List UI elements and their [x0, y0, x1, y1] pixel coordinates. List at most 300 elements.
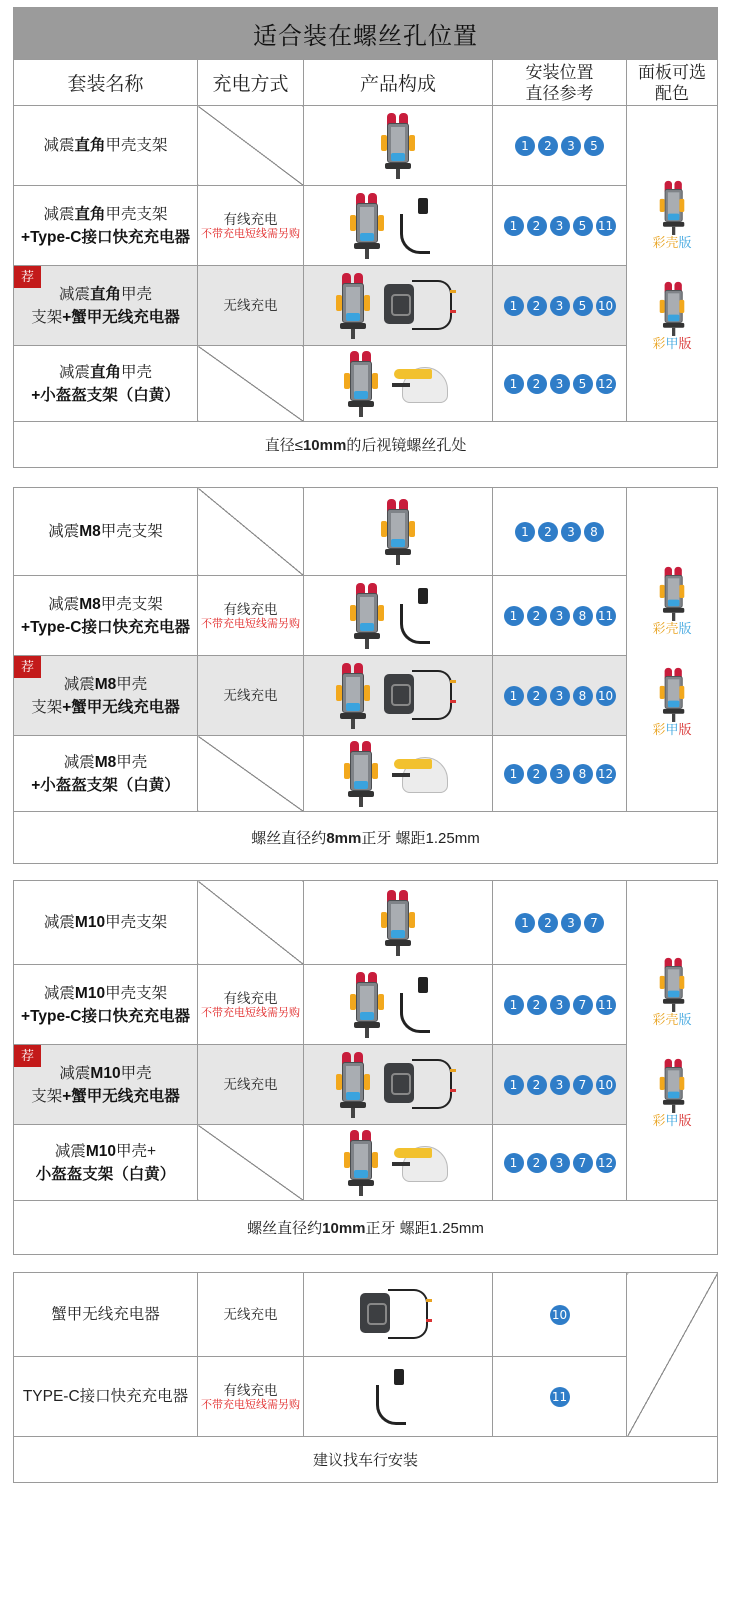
install-positions	[493, 656, 627, 736]
kit-name-suffix: 甲壳支架	[105, 984, 168, 1002]
wireless-charger-icon	[384, 666, 460, 726]
kit-name-model: 直角	[89, 285, 121, 303]
product-images	[304, 193, 492, 259]
kit-name-line2	[14, 774, 197, 797]
kit-name-model: M8	[94, 675, 117, 693]
position-number-badge: 3	[550, 686, 570, 706]
panel-color-options	[627, 881, 718, 1201]
footer-prefix: 螺丝直径约	[251, 830, 327, 847]
kit-name-model: M10	[74, 984, 106, 1002]
position-number-badge: 2	[538, 522, 558, 542]
charge-method	[198, 106, 304, 186]
kit-name-line1	[14, 203, 197, 226]
position-number-badge: 2	[527, 374, 547, 394]
kit-name-line2	[14, 1163, 197, 1186]
kit-name-prefix: 减震	[58, 363, 90, 381]
position-numbers	[493, 913, 626, 933]
position-number-badge: 2	[527, 216, 547, 236]
phone-holder-icon	[660, 1058, 685, 1102]
kit-name-suffix: 甲壳支架	[105, 914, 168, 931]
panel-shell-char-2: 壳	[665, 620, 679, 636]
position-number-badge: 3	[550, 374, 570, 394]
panel-color-options	[627, 488, 718, 812]
kit-name-prefix: 减震	[63, 753, 95, 771]
kit-name-suffix: 甲壳	[116, 753, 148, 771]
kit-name-line2-bold: +蟹甲无线充电器	[62, 1087, 180, 1105]
charge-type: 有线充电	[223, 211, 278, 227]
footer-suffix: 的后视镜螺丝孔处	[346, 437, 467, 454]
position-number-badge: 2	[527, 296, 547, 316]
position-number-badge: 2	[527, 686, 547, 706]
panel-armor-char-2: 甲	[665, 335, 679, 351]
kit-name-line1	[14, 911, 197, 934]
install-positions	[493, 1045, 627, 1125]
kit-row	[14, 656, 718, 736]
position-number-badge: 10	[596, 296, 616, 316]
product-images	[304, 1285, 492, 1345]
footer-bold: 8mm	[326, 830, 362, 847]
kit-name-suffix: 甲壳支架	[105, 205, 168, 223]
footer-suffix: 正牙 螺距1.25mm	[361, 830, 480, 847]
kit-name-prefix: 减震	[43, 205, 75, 223]
kit-name	[14, 488, 198, 576]
kit-name-model: 直角	[89, 363, 121, 381]
position-number-badge: 12	[596, 1153, 616, 1173]
kit-row	[14, 736, 718, 812]
panel-shell-char-1: 彩	[652, 1011, 666, 1027]
position-number-badge: 1	[504, 995, 524, 1015]
position-number-badge: 1	[515, 913, 535, 933]
product-images	[304, 741, 492, 807]
panel-armor-char-1: 彩	[652, 335, 666, 351]
kit-name-line2	[14, 1085, 197, 1108]
position-number-badge: 2	[527, 995, 547, 1015]
install-positions	[493, 488, 627, 576]
charge-method	[198, 881, 304, 965]
footer-prefix: 螺丝直径约	[247, 1220, 323, 1237]
panel-armor-version	[627, 277, 717, 352]
product-composition	[304, 656, 493, 736]
charge-type: 有线充电	[223, 1382, 278, 1398]
panel-shell-version	[627, 176, 717, 251]
panel-shell-char-3: 版	[678, 1011, 692, 1027]
product-images	[304, 890, 492, 956]
header-panel-line2: 配色	[655, 83, 690, 103]
header-position-line1: 安装位置	[525, 62, 594, 82]
product-images	[304, 583, 492, 649]
recommend-tag: 荐	[14, 266, 41, 288]
position-numbers	[493, 686, 626, 706]
kit-name-prefix: 减震	[54, 1142, 86, 1160]
kit-name-suffix: 甲壳支架	[100, 595, 163, 613]
kit-name-model: 直角	[74, 137, 106, 154]
product-composition	[304, 1357, 493, 1437]
charge-method	[198, 736, 304, 812]
kit-name-model: M10	[90, 1064, 121, 1082]
helmet-mount-icon	[392, 1140, 452, 1186]
kit-name-prefix: 减震	[59, 1064, 91, 1082]
product-composition	[304, 881, 493, 965]
kit-name-line2-bold: 小盔盔支架（白黄）	[35, 1165, 176, 1183]
charge-method	[198, 1273, 304, 1357]
phone-holder-icon	[660, 281, 685, 325]
position-number-badge: 3	[561, 522, 581, 542]
position-number-badge: 2	[527, 764, 547, 784]
kit-name-line2-prefix: 支架	[31, 1087, 63, 1105]
phone-holder-icon	[350, 193, 384, 259]
kit-row	[14, 1125, 718, 1201]
product-composition	[304, 488, 493, 576]
section-footer-row	[14, 1201, 718, 1255]
phone-holder-icon	[660, 566, 685, 610]
position-number-badge: 1	[504, 296, 524, 316]
charge-method	[198, 965, 304, 1045]
position-number-badge: 3	[550, 995, 570, 1015]
position-number-badge: 3	[550, 216, 570, 236]
footer-bold: 10mm	[322, 1220, 366, 1237]
charge-warning: 不带充电短线需另购	[201, 1398, 300, 1411]
panel-armor-char-1: 彩	[652, 721, 666, 737]
header-product: 产品构成	[304, 60, 493, 106]
kit-name-model: 直角	[74, 205, 106, 223]
kit-name-line1	[14, 673, 197, 696]
kit-name	[14, 186, 198, 266]
panel-armor-version	[627, 663, 717, 738]
position-number-badge: 10	[596, 1075, 616, 1095]
charge-warning: 不带充电短线需另购	[201, 617, 300, 630]
kit-name-suffix: 甲壳+	[116, 1142, 157, 1160]
position-numbers	[493, 296, 626, 316]
position-number-badge: 2	[527, 606, 547, 626]
position-number-badge: 3	[550, 1075, 570, 1095]
kit-name-model: M8	[79, 523, 101, 540]
kit-name	[14, 736, 198, 812]
kit-name-line2	[14, 696, 197, 719]
phone-holder-icon	[336, 273, 370, 339]
panel-color-options	[627, 106, 718, 422]
position-numbers	[493, 1305, 626, 1325]
phone-holder-icon	[660, 957, 685, 1001]
charge-warning: 不带充电短线需另购	[201, 227, 300, 240]
kit-name-model: M8	[79, 595, 101, 613]
install-positions	[493, 736, 627, 812]
section-2-table	[13, 487, 718, 864]
position-number-badge: 11	[596, 216, 616, 236]
accessory-row	[14, 1273, 718, 1357]
kit-name-line2	[14, 226, 197, 249]
helmet-mount-icon	[392, 361, 452, 407]
kit-name-line2-prefix: 支架	[31, 308, 63, 326]
position-number-badge: 11	[596, 995, 616, 1015]
kit-name-line1	[14, 751, 197, 774]
charge-method	[198, 1045, 304, 1125]
kit-name-line1	[14, 593, 197, 616]
product-images	[304, 663, 492, 729]
accessories-table	[13, 1272, 718, 1483]
kit-name	[14, 266, 198, 346]
section-footer-row	[14, 1437, 718, 1483]
header-panel	[627, 60, 718, 106]
accessory-row	[14, 1357, 718, 1437]
position-number-badge: 7	[573, 995, 593, 1015]
product-images	[304, 972, 492, 1038]
section-footer	[14, 422, 718, 468]
position-number-badge: 1	[504, 216, 524, 236]
product-images	[304, 113, 492, 179]
kit-name-suffix: 甲壳	[120, 1064, 152, 1082]
install-positions	[493, 1357, 627, 1437]
phone-holder-icon	[344, 741, 378, 807]
kit-name-suffix: 甲壳支架	[100, 523, 163, 540]
position-number-badge: 2	[527, 1153, 547, 1173]
product-images	[304, 273, 492, 339]
position-number-badge: 2	[538, 136, 558, 156]
kit-name-line2-prefix: 支架	[31, 698, 63, 716]
phone-holder-icon	[344, 351, 378, 417]
position-number-badge: 1	[515, 136, 535, 156]
panel-armor-char-3: 版	[678, 1112, 692, 1128]
kit-name-line2	[14, 1005, 197, 1028]
panel-armor-char-1: 彩	[652, 1112, 666, 1128]
kit-name-line1	[14, 283, 197, 306]
charge-method	[198, 1125, 304, 1201]
panel-armor-version	[627, 1054, 717, 1129]
charge-method	[198, 266, 304, 346]
kit-name-line2-bold: +蟹甲无线充电器	[62, 308, 180, 326]
position-number-badge: 3	[561, 913, 581, 933]
panel-armor-char-2: 甲	[665, 1112, 679, 1128]
section-1-table	[13, 7, 718, 468]
position-number-badge: 3	[550, 764, 570, 784]
kit-name-line1	[14, 1140, 197, 1163]
section-footer-row	[14, 812, 718, 864]
kit-row	[14, 576, 718, 656]
panel-shell-char-3: 版	[678, 620, 692, 636]
position-number-badge: 1	[504, 606, 524, 626]
kit-name	[14, 576, 198, 656]
install-positions	[493, 1273, 627, 1357]
kit-name	[14, 965, 198, 1045]
kit-name-line2-bold: +小盔盔支架（白黄）	[31, 776, 180, 794]
position-number-badge: 10	[550, 1305, 570, 1325]
product-composition	[304, 965, 493, 1045]
header-panel-line1: 面板可选	[638, 62, 707, 82]
header-charge: 充电方式	[198, 60, 304, 106]
product-composition	[304, 106, 493, 186]
kit-name-model: M10	[85, 1142, 117, 1160]
kit-name-prefix: 减震	[63, 675, 95, 693]
charge-method	[198, 576, 304, 656]
product-images	[304, 351, 492, 417]
kit-name-prefix: 减震	[43, 984, 75, 1002]
install-positions	[493, 186, 627, 266]
recommend-tag: 荐	[14, 1045, 41, 1067]
position-number-badge: 7	[573, 1153, 593, 1173]
charge-type: 无线充电	[223, 1077, 278, 1092]
kit-name-suffix: 甲壳	[116, 675, 148, 693]
kit-row	[14, 965, 718, 1045]
product-composition	[304, 1273, 493, 1357]
panel-shell-char-2: 壳	[665, 1011, 679, 1027]
panel-shell-char-3: 版	[678, 234, 692, 250]
position-number-badge: 10	[596, 686, 616, 706]
kit-name-suffix: 甲壳支架	[105, 137, 168, 154]
position-numbers	[493, 374, 626, 394]
charge-type: 有线充电	[223, 990, 278, 1006]
phone-holder-icon	[336, 663, 370, 729]
position-number-badge: 5	[573, 216, 593, 236]
typec-charger-icon	[374, 1367, 422, 1427]
position-number-badge: 1	[504, 374, 524, 394]
panel-shell-version	[627, 953, 717, 1028]
kit-name	[14, 1125, 198, 1201]
position-number-badge: 11	[596, 606, 616, 626]
charge-warning: 不带充电短线需另购	[201, 1006, 300, 1019]
kit-name-prefix: 减震	[43, 914, 75, 931]
kit-name-line2	[14, 616, 197, 639]
position-numbers	[493, 522, 626, 542]
kit-name-model: M8	[94, 753, 117, 771]
section-footer-row	[14, 422, 718, 468]
position-number-badge: 2	[538, 913, 558, 933]
recommend-tag: 荐	[14, 656, 41, 678]
position-number-badge: 8	[573, 606, 593, 626]
phone-holder-icon	[336, 1052, 370, 1118]
position-number-badge: 2	[527, 1075, 547, 1095]
section-footer: 建议找车行安装	[14, 1437, 718, 1483]
kit-name	[14, 106, 198, 186]
product-images	[304, 1367, 492, 1427]
kit-name-line2-bold: +Type-C接口快充充电器	[21, 1007, 190, 1025]
footer-prefix: 直径≤	[264, 437, 303, 454]
kit-name-line1	[14, 134, 197, 157]
position-number-badge: 5	[573, 296, 593, 316]
wireless-charger-icon	[360, 1285, 436, 1345]
product-composition	[304, 736, 493, 812]
position-number-badge: 5	[584, 136, 604, 156]
kit-name	[14, 1045, 198, 1125]
position-number-badge: 1	[504, 764, 524, 784]
footer-bold: 10mm	[302, 437, 347, 454]
position-numbers	[493, 764, 626, 784]
panel-color-na	[627, 1273, 718, 1437]
charge-type: 无线充电	[223, 298, 278, 313]
product-composition	[304, 1125, 493, 1201]
phone-holder-icon	[381, 499, 415, 565]
accessory-name: 蟹甲无线充电器	[14, 1273, 198, 1357]
kit-name-model: M10	[74, 914, 106, 931]
position-numbers	[493, 1075, 626, 1095]
typec-charger-icon	[398, 975, 446, 1035]
position-numbers	[493, 136, 626, 156]
kit-name	[14, 881, 198, 965]
kit-name-suffix: 甲壳	[121, 285, 153, 303]
phone-holder-icon	[381, 890, 415, 956]
section-footer	[14, 1201, 718, 1255]
header-position-line2: 直径参考	[525, 83, 594, 103]
kit-row	[14, 266, 718, 346]
charge-type: 有线充电	[223, 601, 278, 617]
product-composition	[304, 576, 493, 656]
install-positions	[493, 881, 627, 965]
kit-name-line2-bold: +Type-C接口快充充电器	[21, 618, 190, 636]
panel-shell-char-1: 彩	[652, 620, 666, 636]
panel-shell-version	[627, 562, 717, 637]
position-number-badge: 7	[584, 913, 604, 933]
charge-method	[198, 346, 304, 422]
phone-holder-icon	[660, 180, 685, 224]
phone-holder-icon	[381, 113, 415, 179]
accessory-name: TYPE-C接口快充充电器	[14, 1357, 198, 1437]
section-3-table	[13, 880, 718, 1255]
position-numbers	[493, 1387, 626, 1407]
position-number-badge: 12	[596, 764, 616, 784]
position-number-badge: 7	[573, 1075, 593, 1095]
charge-method	[198, 186, 304, 266]
kit-name-prefix: 减震	[48, 595, 80, 613]
kit-name-suffix: 甲壳	[121, 363, 153, 381]
product-images	[304, 499, 492, 565]
install-positions	[493, 106, 627, 186]
section-footer	[14, 812, 718, 864]
position-number-badge: 3	[550, 606, 570, 626]
panel-shell-char-1: 彩	[652, 234, 666, 250]
position-number-badge: 3	[550, 1153, 570, 1173]
kit-name-line2-bold: +小盔盔支架（白黄）	[31, 386, 180, 404]
position-number-badge: 8	[584, 522, 604, 542]
kit-name-line2-bold: +Type-C接口快充充电器	[21, 228, 190, 246]
position-numbers	[493, 995, 626, 1015]
wireless-charger-icon	[384, 1055, 460, 1115]
product-composition	[304, 346, 493, 422]
position-number-badge: 11	[550, 1387, 570, 1407]
position-number-badge: 3	[550, 296, 570, 316]
wireless-charger-icon	[384, 276, 460, 336]
charge-type: 无线充电	[223, 1307, 278, 1322]
install-positions	[493, 266, 627, 346]
kit-name-prefix: 减震	[43, 137, 75, 154]
kit-name-line2	[14, 384, 197, 407]
panel-armor-char-3: 版	[678, 335, 692, 351]
position-number-badge: 8	[573, 686, 593, 706]
kit-name-prefix: 减震	[58, 285, 90, 303]
install-positions	[493, 965, 627, 1045]
kit-name-line1	[14, 520, 197, 543]
position-number-badge: 8	[573, 764, 593, 784]
position-number-badge: 1	[504, 1075, 524, 1095]
charge-method	[198, 488, 304, 576]
kit-name-line2-bold: +蟹甲无线充电器	[62, 698, 180, 716]
phone-holder-icon	[660, 667, 685, 711]
kit-name-line1	[14, 982, 197, 1005]
install-positions	[493, 346, 627, 422]
kit-name-line2	[14, 306, 197, 329]
kit-row	[14, 1045, 718, 1125]
product-images	[304, 1052, 492, 1118]
panel-shell-char-2: 壳	[665, 234, 679, 250]
kit-row	[14, 488, 718, 576]
charge-type: 无线充电	[223, 688, 278, 703]
position-number-badge: 1	[504, 686, 524, 706]
position-number-badge: 1	[515, 522, 535, 542]
position-number-badge: 5	[573, 374, 593, 394]
phone-holder-icon	[350, 583, 384, 649]
kit-row	[14, 106, 718, 186]
phone-holder-icon	[350, 972, 384, 1038]
kit-row	[14, 346, 718, 422]
phone-holder-icon	[344, 1130, 378, 1196]
kit-name-line1	[14, 361, 197, 384]
